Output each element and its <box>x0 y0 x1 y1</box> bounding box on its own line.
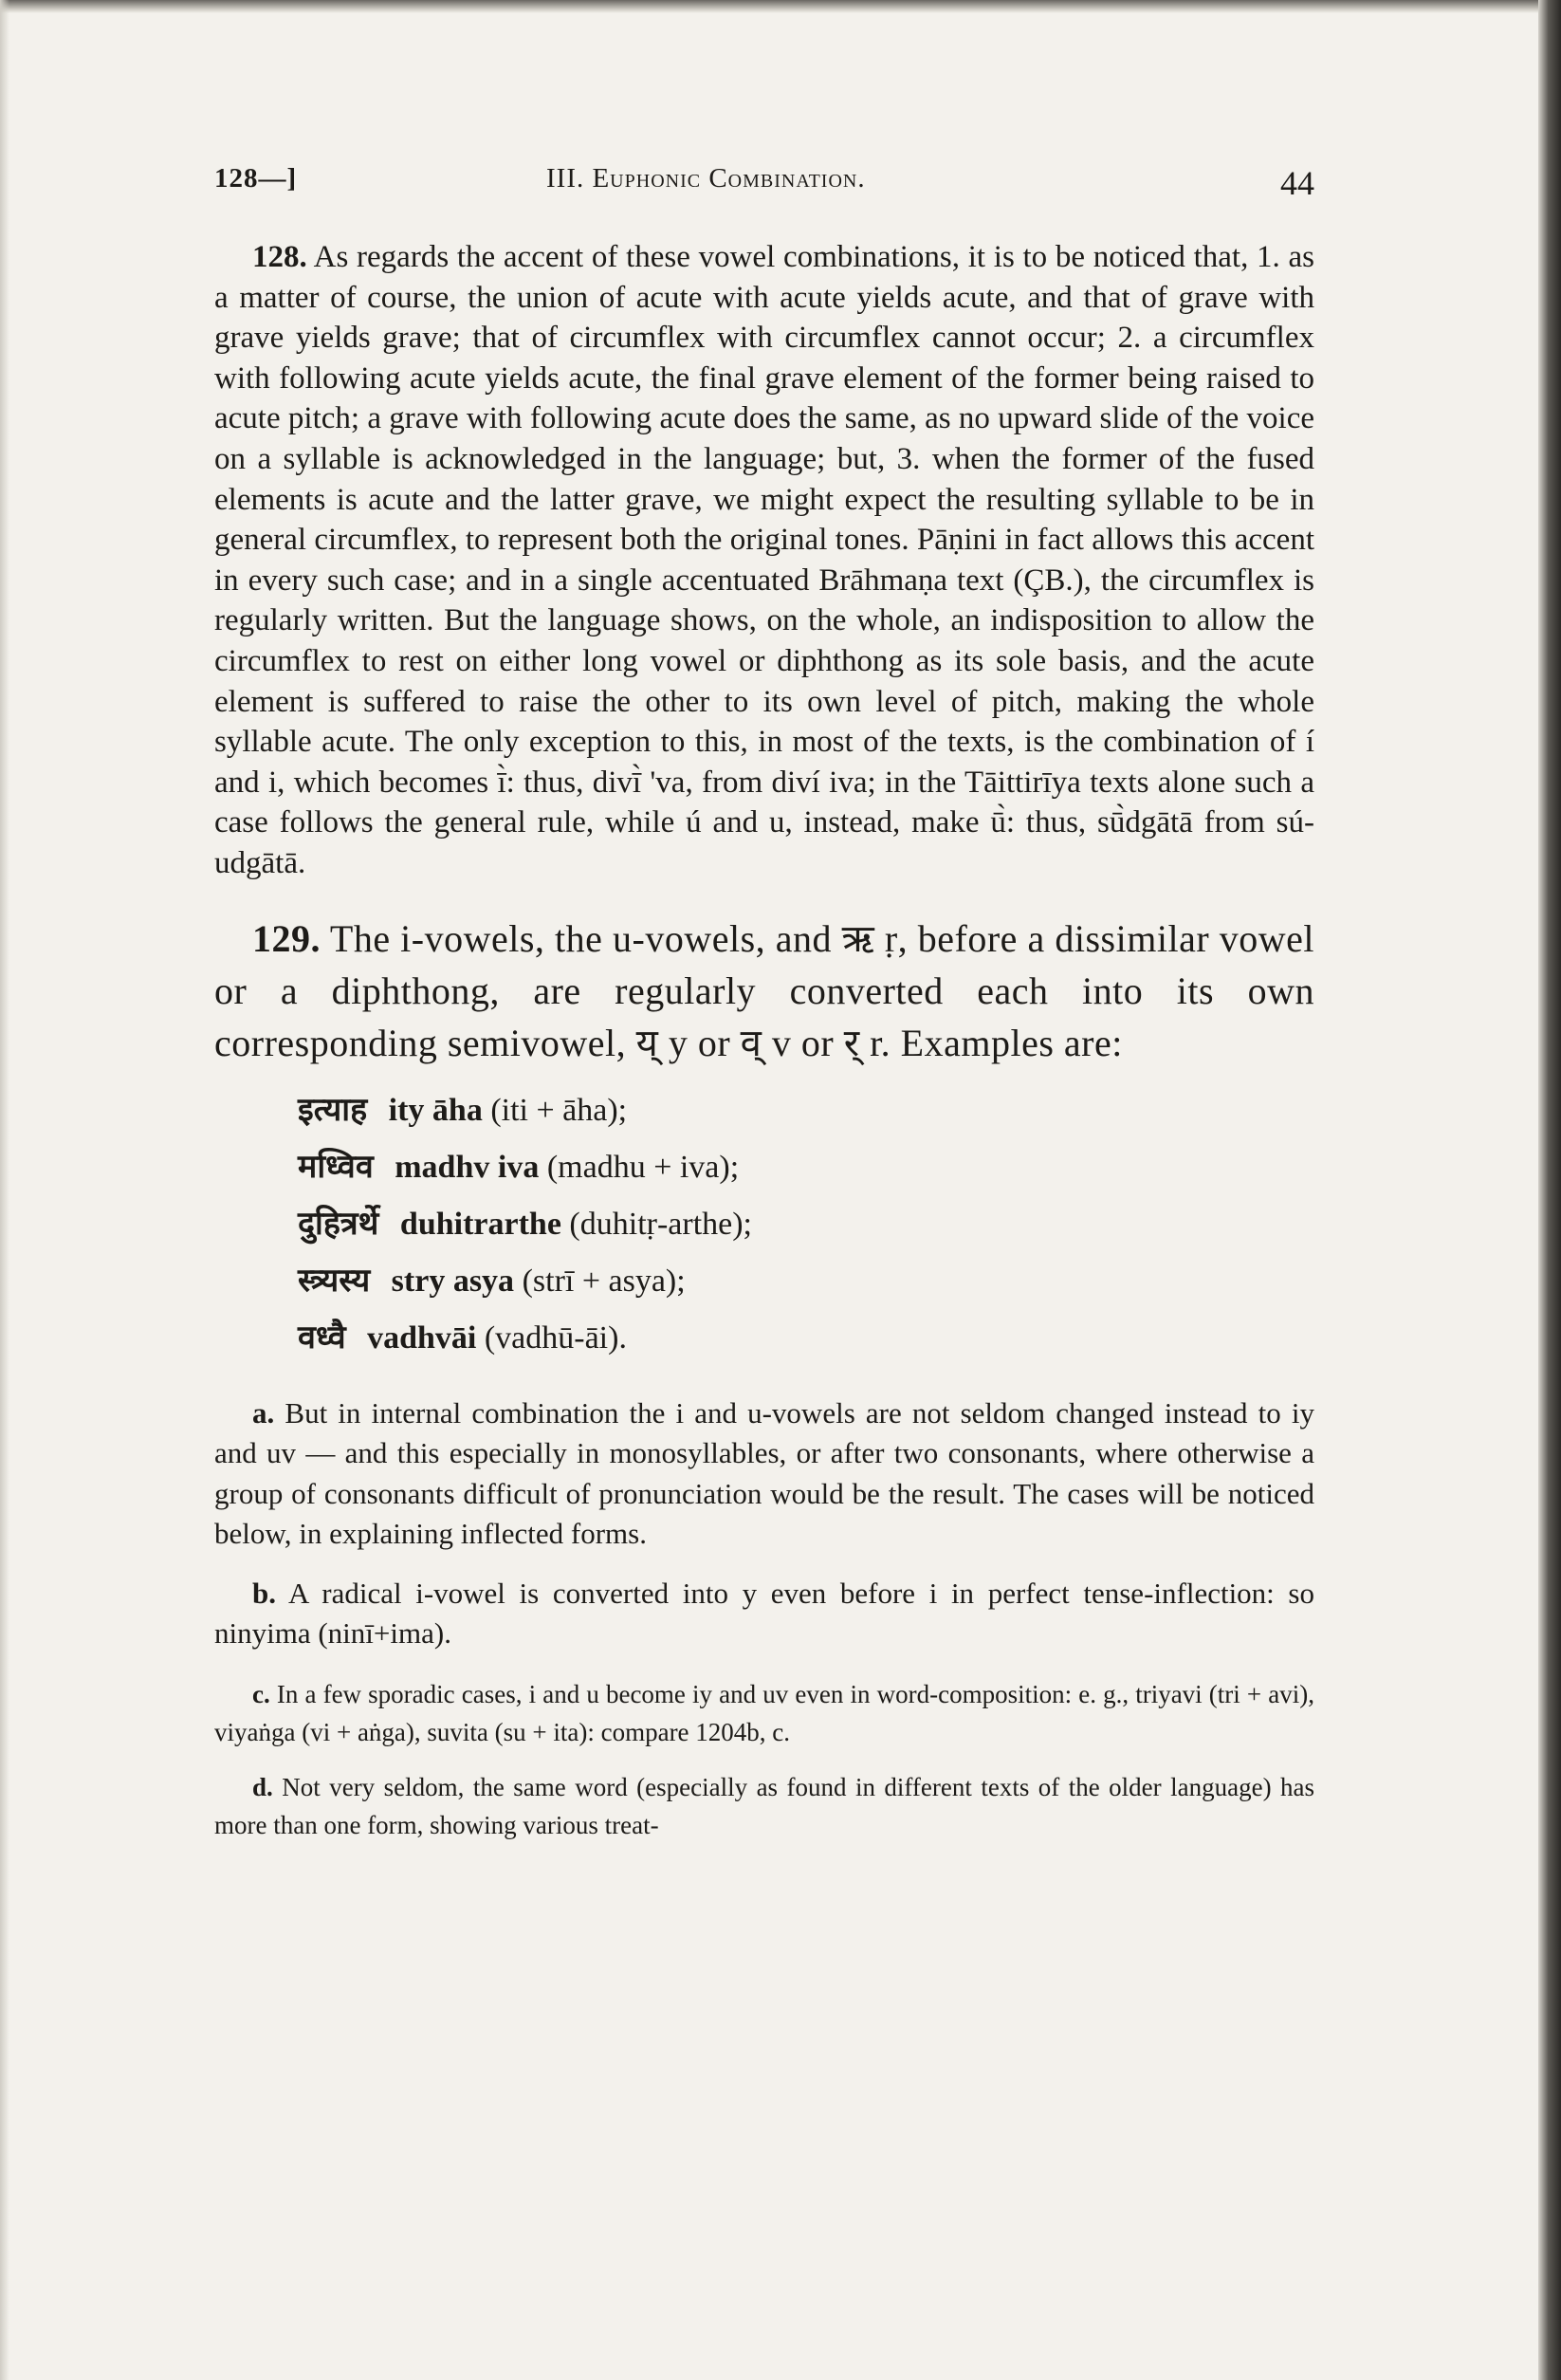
example-item <box>298 1253 1314 1310</box>
example-source: (iti + āha); <box>490 1092 628 1128</box>
subparagraph-label: c. <box>252 1679 270 1708</box>
example-item <box>298 1139 1314 1196</box>
page-edge-right <box>1538 0 1561 2380</box>
example-source: (vadhū-āi). <box>484 1319 627 1356</box>
examples-list <box>214 1082 1314 1367</box>
subparagraph-text: A radical i-vowel is converted into y even before i in perfect tense-inflection: so ninyima (ninī+ima). <box>214 1576 1315 1650</box>
example-source: (strī + asya); <box>522 1263 686 1299</box>
transliteration: stry asya <box>391 1263 515 1299</box>
example-item <box>298 1196 1314 1253</box>
devanagari-word: स्त्र्यस्य <box>298 1263 371 1299</box>
devanagari-word: दुहित्रर्थे <box>298 1206 379 1242</box>
subparagraph-a <box>214 1393 1314 1555</box>
example-source: (duhitṛ-arthe); <box>569 1206 752 1242</box>
paragraph-number: 129. <box>252 916 321 960</box>
example-source: (madhu + iva); <box>546 1149 740 1185</box>
page-content <box>214 142 1314 1844</box>
transliteration: madhv iva <box>395 1149 540 1185</box>
subparagraph-text: In a few sporadic cases, i and u become iy and uv even in word-composition: e. g., triyavi (tri + avi), viyaṅga (vi + aṅga), suvita (su + ita): compare 1204b, c. <box>214 1679 1314 1746</box>
page-edge-left <box>0 0 9 2380</box>
devanagari-word: मध्विव <box>298 1149 374 1185</box>
section-reference: 128—] <box>214 163 298 194</box>
subparagraph-text: But in internal combination the i and u-vowels are not seldom changed instead to iy and uv — and this especially in monosyllables, or after two consonants, where otherwise a group of consonants difficult of pronunciation would be the result. The cases will be noticed below, in explaining inflected forms. <box>214 1395 1315 1550</box>
page-number: 44 <box>1280 164 1314 202</box>
running-header <box>214 142 1314 209</box>
subparagraph-label: d. <box>252 1772 273 1801</box>
subparagraph-label: a. <box>252 1395 275 1430</box>
paragraph-129 <box>214 913 1314 1069</box>
devanagari-word: वध्वै <box>298 1319 346 1356</box>
devanagari-word: इत्याह <box>298 1092 368 1128</box>
subparagraph-b <box>214 1574 1314 1654</box>
chapter-title: III. Euphonic Combination. <box>546 163 866 194</box>
paragraph-128 <box>214 237 1314 884</box>
paragraph-text: The i-vowels, the u-vowels, and ऋ ṛ, before a dissimilar vowel or a diphthong, are regularly converted each into its own corresponding semivowel, य् y or व् v or र् r. Examples are: <box>214 916 1315 1064</box>
subparagraph-text: Not very seldom, the same word (especially as found in different texts of the older language) has more than one form, showing various treat- <box>214 1772 1315 1839</box>
page-edge-top <box>0 0 1561 13</box>
subparagraph-c <box>214 1675 1314 1751</box>
subparagraph-d <box>214 1768 1314 1844</box>
transliteration: ity āha <box>388 1092 483 1128</box>
paragraph-number: 128. <box>252 240 307 274</box>
subparagraph-label: b. <box>252 1576 276 1610</box>
example-item <box>298 1310 1314 1367</box>
transliteration: vadhvāi <box>367 1319 477 1356</box>
paragraph-text: As regards the accent of these vowel combinations, it is to be noticed that, 1. as a matter of course, the union of acute with acute yields acute, and that of grave with grave yields grave; that of circumflex with circumflex cannot occur; 2. a circumflex with following acute yields acute, the final grave element of the former being raised to acute pitch; a grave with following acute does the same, as no upward slide of the voice on a syllable is acknowledged in the language; but, 3. when the former of the fused elements is acute and the latter grave, we might expect the resulting syllable to be in general circumflex, to represent both the original tones. Pāṇini in fact allows this accent in every such case; and in a single accentuated Brāhmaṇa text (ÇB.), the circumflex is regularly written. But the language shows, on the whole, an indisposition to allow the circumflex to rest on either long vowel or diphthong as its sole basis, and the acute element is suffered to raise the other to its own level of pitch, making the whole syllable acute. The only exception to this, in most of the texts, is the combination of í and i, which becomes ī̀: thus, divī̀ 'va, from diví iva; in the Tāittirīya texts alone such a case follows the general rule, while ú and u, instead, make ū̀: thus, sū̀dgātā from sú-udgātā. <box>214 240 1314 880</box>
transliteration: duhitrarthe <box>399 1206 561 1242</box>
example-item <box>298 1082 1314 1139</box>
